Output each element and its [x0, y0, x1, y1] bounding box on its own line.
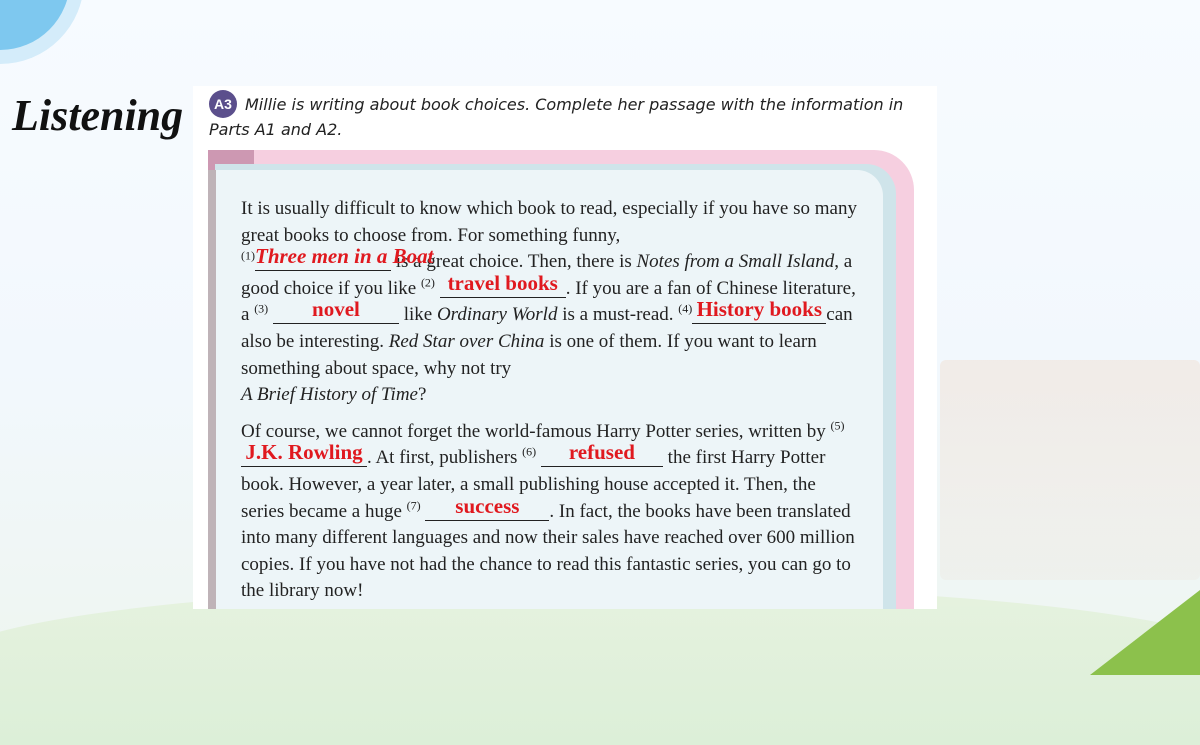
- exercise-badge: A3: [209, 90, 237, 118]
- blank-number: (4): [678, 302, 693, 317]
- exercise-instructions: Millie is writing about book choices. Complete her passage with the information in Parts A1 and A2.: [209, 95, 904, 139]
- passage-text: ?: [417, 384, 427, 406]
- textbook-excerpt: [193, 86, 937, 609]
- passage-text: is one of them. If you want to learn something about space, why not try: [241, 330, 817, 379]
- paragraph-2: [241, 419, 861, 605]
- passage-text: is a must-read.: [562, 304, 674, 326]
- answer-6: refused: [568, 440, 635, 465]
- blank-number: (7): [406, 498, 421, 513]
- book-title: Ordinary World: [436, 304, 558, 326]
- answer-1: Three men in a Boat: [255, 244, 434, 269]
- passage-text: . If you are a fan of Chinese literature, a: [241, 277, 856, 326]
- passage-text: the first Harry Potter book. However, a year later, a small publishing house accepted it. Then, the series became a huge: [241, 447, 826, 522]
- passage-text: It is usually difficult to know which book to read, especially if you have so many great books to choose from. For something funny,: [241, 198, 857, 246]
- passage-text: is a great choice. Then, there is: [395, 251, 632, 273]
- background-school-building: [940, 360, 1200, 580]
- answer-7: success: [455, 493, 520, 518]
- background-hill: [0, 585, 1200, 745]
- answer-blank-3: [273, 297, 399, 324]
- paragraph-1: [241, 196, 861, 409]
- passage-text: Of course, we cannot forget the world-famous Harry Potter series, written by: [241, 420, 826, 442]
- passage-text: can also be interesting.: [241, 304, 853, 352]
- answer-blank-4: [692, 297, 826, 324]
- slide-title: Listening: [12, 91, 184, 140]
- answer-3: novel: [312, 297, 360, 322]
- passage: [241, 196, 861, 605]
- answer-blank-6: [541, 440, 663, 467]
- blank-number: (5): [830, 418, 845, 433]
- answer-4: History books: [696, 297, 823, 322]
- book-title: Notes from a Small Island: [636, 251, 835, 273]
- blank-number: (3): [254, 302, 269, 317]
- green-corner-decoration: [1090, 590, 1200, 675]
- book-title: Red Star over China: [388, 330, 545, 352]
- passage-text: . In fact, the books have been translated into many different languages and now their sales have reached over 600 million copies. If you have not had the chance to read this fantastic series, you can go to the library now!: [241, 500, 855, 602]
- blank-number: (6): [522, 445, 537, 460]
- answer-5: J.K. Rowling: [245, 440, 363, 465]
- answer-2: travel books: [447, 270, 558, 295]
- answer-blank-7: [425, 493, 549, 521]
- blank-number: (1): [241, 248, 255, 263]
- blank-number: (2): [420, 275, 435, 290]
- passage-text: like: [403, 304, 433, 326]
- book-title: A Brief History of Time: [241, 384, 418, 406]
- frame-left-stripe: [208, 170, 216, 609]
- answer-blank-2: [440, 270, 566, 298]
- answer-blank-5: [241, 440, 367, 467]
- answer-blank-1: [255, 244, 434, 271]
- passage-text: . At first, publishers: [367, 447, 518, 469]
- passage-text: , a good choice if you like: [241, 251, 853, 299]
